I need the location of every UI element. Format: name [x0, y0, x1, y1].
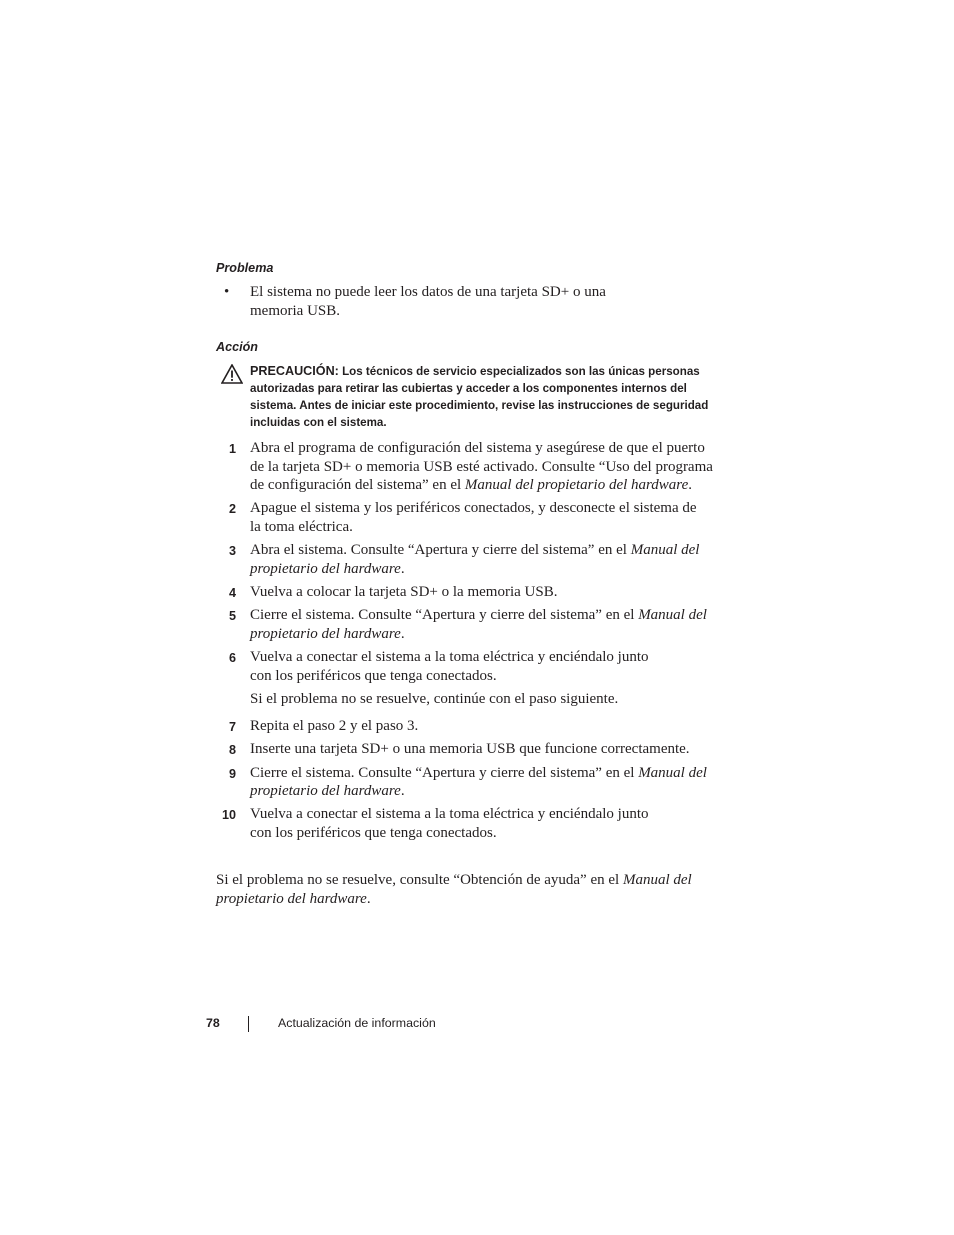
manual-reference: Manual del propietario del hardware	[250, 542, 700, 577]
manual-reference: Manual del propietario del hardware	[464, 477, 689, 494]
closing-text: Si el problema no se resuelve, consulte “Obtención de ayuda” en el	[216, 872, 623, 888]
step-number: 4	[228, 585, 236, 600]
footer-separator	[248, 1016, 249, 1032]
step-number: 8	[228, 743, 236, 758]
manual-reference: Manual del propietario del hardware	[216, 872, 692, 907]
action-steps-list	[216, 439, 736, 847]
step-text: Cierre el sistema. Consulte “Apertura y cierre del sistema” en el	[250, 764, 639, 781]
problem-bullet-item	[216, 283, 716, 320]
manual-reference: Manual del propietario del hardware	[250, 764, 707, 800]
step-4	[216, 583, 736, 602]
step-text-tail: .	[400, 560, 405, 577]
step-text: Apague el sistema y los periféricos conectados, y desconecte el sistema de la toma eléctrica.	[250, 500, 697, 535]
step-text: Repita el paso 2 y el paso 3.	[250, 718, 419, 735]
step-6	[216, 648, 736, 708]
step-text: Abra el programa de configuración del sistema y asegúrese de que el puerto de la tarjeta SD+ o memoria USB esté activado. Consulte “Uso del programa de configuración del sistema” en el	[250, 440, 713, 494]
bullet-marker: •	[224, 284, 230, 300]
step-7	[216, 717, 736, 736]
problem-bullet-text: El sistema no puede leer los datos de una tarjeta SD+ o una memoria USB.	[250, 284, 606, 319]
step-number: 7	[228, 720, 236, 735]
step-text-tail: .	[400, 783, 405, 800]
step-text-tail: .	[688, 477, 692, 494]
closing-text-tail: .	[366, 890, 371, 907]
step-number: 5	[228, 609, 236, 624]
step-text: Vuelva a conectar el sistema a la toma eléctrica y enciéndalo junto con los periféricos que tenga conectados.	[250, 806, 649, 842]
step-number: 10	[221, 808, 236, 823]
caution-text: Los técnicos de servicio especializados son las únicas personas autorizadas para retirar las cubiertas y acceder a los componentes internos del sistema. Antes de iniciar este procedimiento, revise las instrucciones de seguridad incluidas con el sistema.	[250, 365, 709, 429]
step-text: Vuelva a conectar el sistema a la toma eléctrica y enciéndalo junto con los periféricos que tenga conectados.	[250, 648, 649, 684]
problem-heading: Problema	[216, 261, 274, 275]
step-number: 3	[228, 544, 236, 559]
step-5	[216, 606, 736, 643]
warning-triangle-icon	[221, 364, 243, 384]
step-10	[216, 805, 736, 842]
step-number: 6	[228, 650, 236, 665]
step-text: Cierre el sistema. Consulte “Apertura y cierre del sistema” en el	[250, 607, 639, 624]
step-text: Inserte una tarjeta SD+ o una memoria USB que funcione correctamente.	[250, 741, 690, 758]
step-9	[216, 764, 736, 801]
caution-label: PRECAUCIÓN:	[250, 364, 339, 378]
manual-reference: Manual del propietario del hardware	[250, 607, 707, 642]
footer-section-title: Actualización de información	[278, 1016, 436, 1030]
step-1	[216, 439, 736, 495]
step-text-tail: .	[400, 625, 405, 642]
step-3	[216, 541, 736, 578]
page-number: 78	[206, 1016, 220, 1030]
caution-notice	[216, 363, 726, 431]
step-2	[216, 499, 736, 536]
step-note: Si el problema no se resuelve, continúe con el paso siguiente.	[250, 690, 619, 707]
step-number: 9	[228, 766, 236, 781]
step-number: 2	[228, 502, 236, 517]
action-heading: Acción	[216, 340, 258, 354]
step-text: Abra el sistema. Consulte “Apertura y cierre del sistema” en el	[250, 542, 631, 559]
step-text: Vuelva a colocar la tarjeta SD+ o la memoria USB.	[250, 583, 558, 600]
closing-paragraph	[216, 871, 696, 908]
step-8	[216, 740, 736, 759]
step-number: 1	[228, 442, 236, 456]
